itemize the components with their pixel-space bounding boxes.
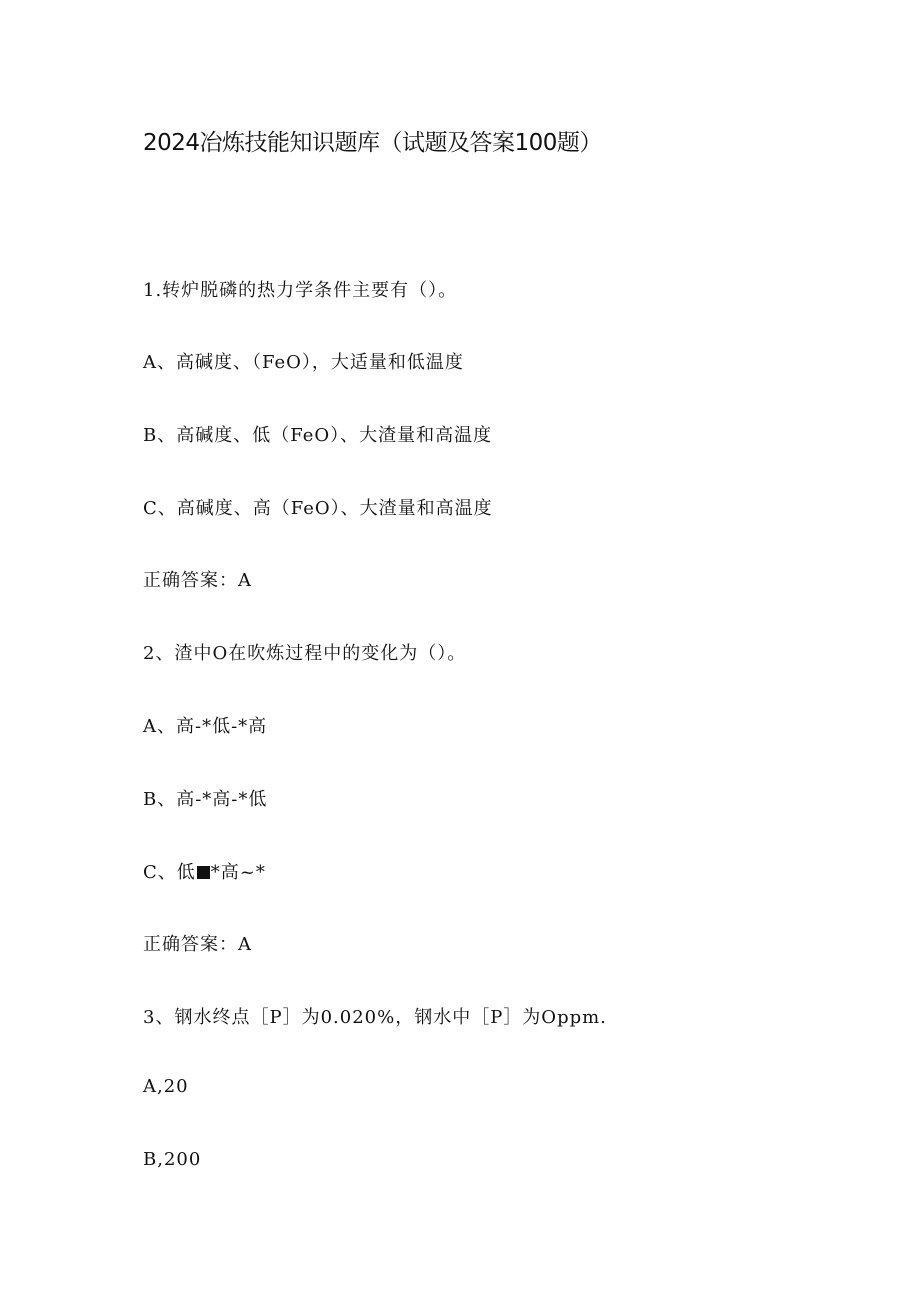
question-2-option-c	[143, 858, 266, 884]
question-2-stem: 2、渣中O在吹炼过程中的变化为（）。	[143, 643, 467, 664]
document-title: 2024冶炼技能知识题库（试题及答案100题）	[143, 130, 602, 156]
question-1-option-b: B、高碱度、低（FeO）、大渣量和高温度	[143, 425, 493, 446]
question-3-stem: 3、钢水终点［P］为0.020%，钢水中［P］为Oppm.	[143, 1007, 607, 1028]
black-square-glyph	[197, 866, 210, 879]
question-2-option-c-prefix: C、低	[143, 862, 196, 883]
question-2-option-a: A、高-*低-*高	[143, 716, 268, 737]
question-2-option-b: B、高-*高-*低	[143, 789, 268, 810]
question-1-stem: 1.转炉脱磷的热力学条件主要有（）。	[143, 280, 458, 301]
question-1-option-a: A、高碱度、（FeO），大适量和低温度	[143, 352, 464, 373]
question-2-answer: 正确答案：A	[143, 934, 252, 955]
question-1-option-c: C、高碱度、高（FeO）、大渣量和高温度	[143, 498, 493, 519]
question-2-option-c-suffix: *高~*	[210, 862, 266, 883]
question-3-option-a: A,20	[143, 1076, 189, 1097]
question-1-answer: 正确答案：A	[143, 570, 252, 591]
question-3-option-b: B,200	[143, 1149, 202, 1170]
